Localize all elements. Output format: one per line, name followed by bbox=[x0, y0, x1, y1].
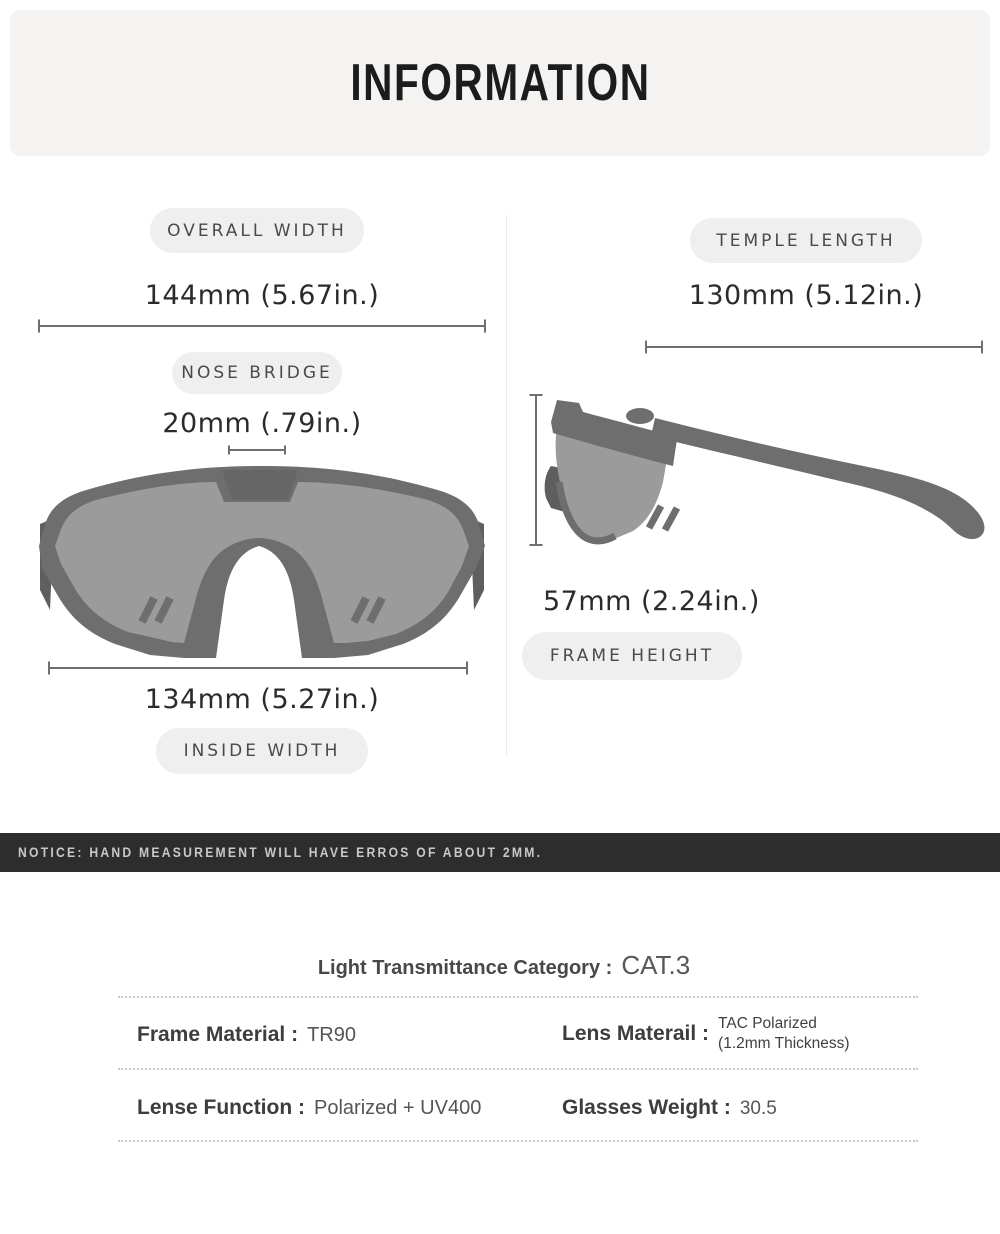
light-transmittance-label: Light Transmittance Category : bbox=[317, 957, 613, 979]
frame-height-value: 57mm (2.24in.) bbox=[543, 586, 760, 617]
lense-function-cell bbox=[137, 1096, 481, 1120]
nose-bridge-badge: NOSE BRIDGE bbox=[172, 352, 342, 394]
temple-length-badge: TEMPLE LENGTH bbox=[690, 218, 922, 263]
inside-width-badge: INSIDE WIDTH bbox=[156, 728, 368, 774]
overall-width-value: 144mm (5.67in.) bbox=[144, 280, 380, 311]
nose-bridge-measure-line bbox=[228, 449, 286, 451]
spec-row-function-weight bbox=[118, 1070, 918, 1142]
glasses-weight-label: Glasses Weight : bbox=[562, 1095, 731, 1119]
hinge-knob-shape bbox=[626, 408, 654, 424]
front-lens-shape bbox=[55, 482, 469, 643]
lens-material-value-line2: (1.2mm Thickness) bbox=[718, 1035, 850, 1053]
column-divider bbox=[506, 215, 507, 755]
frame-height-measure-line bbox=[535, 394, 537, 546]
frame-material-label: Frame Material : bbox=[137, 1022, 299, 1046]
frame-height-badge: FRAME HEIGHT bbox=[522, 632, 742, 680]
page-title: INFORMATION bbox=[349, 54, 651, 112]
lens-material-value-line1: TAC Polarized bbox=[718, 1014, 817, 1032]
lense-function-value: Polarized + UV400 bbox=[314, 1096, 482, 1119]
lense-function-label: Lense Function : bbox=[137, 1095, 305, 1119]
spec-row-light-transmittance bbox=[118, 950, 918, 998]
side-lens-vent-slashes bbox=[649, 506, 677, 530]
notice-text: NOTICE: HAND MEASUREMENT WILL HAVE ERROS OF ABOUT 2MM. bbox=[18, 845, 543, 860]
glasses-weight-cell bbox=[562, 1096, 777, 1120]
glasses-weight-value: 30.5 bbox=[739, 1097, 777, 1119]
spec-row-materials bbox=[118, 1001, 918, 1070]
overall-width-badge: OVERALL WIDTH bbox=[150, 208, 364, 253]
frame-material-value: TR90 bbox=[307, 1023, 356, 1046]
notice-bar bbox=[0, 833, 1000, 872]
inside-width-value: 134mm (5.27in.) bbox=[144, 684, 380, 715]
overall-width-measure-line bbox=[38, 325, 486, 327]
lens-material-value bbox=[718, 1014, 850, 1056]
frame-material-cell bbox=[137, 1023, 356, 1047]
header-panel bbox=[10, 10, 990, 156]
lens-material-cell bbox=[562, 1014, 850, 1056]
sunglasses-front-illustration bbox=[38, 462, 486, 658]
sunglasses-side-illustration bbox=[543, 390, 990, 545]
light-transmittance-value: CAT.3 bbox=[621, 950, 691, 980]
nose-bridge-value: 20mm (.79in.) bbox=[162, 408, 362, 439]
temple-length-value: 130mm (5.12in.) bbox=[688, 280, 924, 311]
lens-material-label: Lens Materail : bbox=[562, 1022, 710, 1046]
frame-center-vent-shape bbox=[222, 470, 298, 500]
inside-width-measure-line bbox=[48, 667, 468, 669]
temple-length-measure-line bbox=[645, 346, 983, 348]
temple-arm-shape bbox=[651, 418, 984, 539]
